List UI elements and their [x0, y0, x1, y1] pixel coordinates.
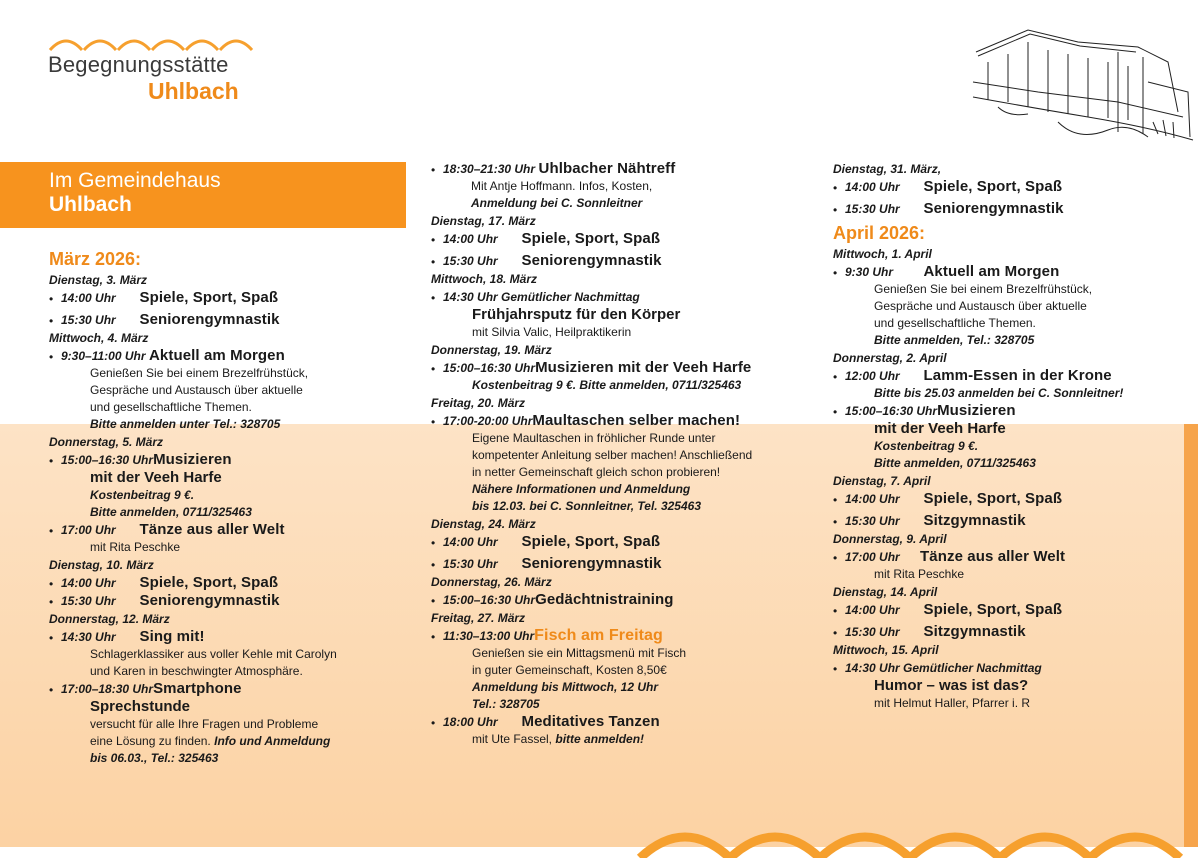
event-time: 14:30 Uhr — [61, 630, 116, 644]
event-detail: mit Silvia Valic, Heilpraktikerin — [472, 325, 632, 339]
event-detail: in guter Gemeinschaft, Kosten 8,50€ — [472, 663, 667, 677]
event-title: Spiele, Sport, Spaß — [139, 574, 279, 591]
day-heading: Donnerstag, 9. April — [833, 532, 947, 546]
event-registration: Nähere Informationen und Anmeldung — [472, 482, 691, 496]
event-detail-text: mit Ute Fassel, — [472, 732, 553, 746]
event-title: Sitzgymnastik — [923, 512, 1026, 529]
event-title: Maultaschen selber machen! — [532, 412, 741, 429]
logo-line2: Uhlbach — [148, 78, 239, 104]
event-item — [49, 592, 399, 610]
event-item — [833, 490, 1173, 508]
event-time: 15:00–16:30 Uhr — [443, 361, 536, 375]
event-detail — [443, 731, 801, 748]
day-heading: Mittwoch, 18. März — [431, 272, 538, 286]
day-heading: Dienstag, 17. März — [431, 214, 536, 228]
event-item — [431, 230, 801, 248]
event-item — [431, 555, 801, 573]
event-time: 15:00–16:30 Uhr — [845, 404, 938, 418]
event-title: Spiele, Sport, Spaß — [923, 490, 1063, 507]
event-time: 15:00–16:30 Uhr — [61, 453, 154, 467]
day-heading: Dienstag, 24. März — [431, 517, 536, 531]
month-heading: April 2026: — [833, 223, 926, 243]
event-time: 14:00 Uhr — [443, 535, 498, 549]
day-heading: Donnerstag, 26. März — [431, 575, 552, 589]
event-time: 14:30 Uhr Gemütlicher Nachmittag — [845, 661, 1042, 675]
event-registration: Anmeldung bis Mittwoch, 12 Uhr — [472, 680, 659, 694]
event-title: Spiele, Sport, Spaß — [923, 178, 1063, 195]
event-registration: Bitte anmelden, 0711/325463 — [90, 505, 252, 519]
event-item — [49, 451, 399, 521]
event-time: 15:30 Uhr — [61, 313, 116, 327]
event-title: Aktuell am Morgen — [148, 347, 285, 364]
event-item — [431, 627, 801, 713]
day-heading: Freitag, 27. März — [431, 611, 526, 625]
event-title: Spiele, Sport, Spaß — [923, 601, 1063, 618]
event-time: 18:30–21:30 Uhr — [443, 162, 536, 176]
event-registration: Bitte bis 25.03 anmelden bei C. Sonnleitner! — [874, 386, 1124, 400]
event-item — [431, 591, 801, 609]
event-title: Spiele, Sport, Spaß — [139, 289, 279, 306]
event-time: 17:00 Uhr — [61, 523, 116, 537]
event-time: 17:00-20:00 Uhr — [443, 414, 533, 428]
event-registration: Info und Anmeldung — [214, 734, 331, 748]
event-title: Musizieren mit der Veeh Harfe — [535, 359, 752, 376]
event-time: 14:00 Uhr — [845, 180, 900, 194]
event-registration: Tel.: 328705 — [472, 697, 540, 711]
event-time: 15:30 Uhr — [845, 514, 900, 528]
day-heading: Dienstag, 7. April — [833, 474, 931, 488]
event-time: 15:30 Uhr — [845, 625, 900, 639]
event-time: 12:00 Uhr — [845, 369, 900, 383]
event-title: Humor – was ist das? — [874, 677, 1029, 694]
event-item — [49, 574, 399, 592]
building-sketch-icon — [968, 22, 1198, 147]
event-detail: Eigene Maultaschen in fröhlicher Runde unter — [472, 431, 716, 445]
event-title: Meditatives Tanzen — [521, 713, 660, 730]
column-3 — [833, 160, 1173, 712]
day-heading: Mittwoch, 15. April — [833, 643, 939, 657]
day-heading: Dienstag, 3. März — [49, 273, 148, 287]
event-detail-text: eine Lösung zu finden. — [90, 734, 211, 748]
event-registration: Bitte anmelden, 0711/325463 — [874, 456, 1036, 470]
event-item — [833, 200, 1173, 218]
event-item — [49, 521, 399, 556]
event-time: 15:30 Uhr — [845, 202, 900, 216]
event-item — [833, 659, 1173, 712]
event-title: Smartphone — [153, 680, 242, 697]
event-title: Gedächtnistraining — [535, 591, 674, 608]
event-detail: Mit Antje Hoffmann. Infos, Kosten, — [471, 179, 653, 193]
event-detail: Genießen Sie bei einem Brezelfrühstück, — [90, 366, 309, 380]
event-title: Sitzgymnastik — [923, 623, 1026, 640]
event-title-line2: mit der Veeh Harfe — [874, 420, 1006, 437]
column-1 — [49, 247, 399, 767]
event-time: 14:30 Uhr Gemütlicher Nachmittag — [443, 290, 640, 304]
event-item — [431, 533, 801, 551]
event-item — [833, 623, 1173, 641]
day-heading: Mittwoch, 4. März — [49, 331, 149, 345]
event-detail: Genießen Sie bei einem Brezelfrühstück, — [874, 282, 1093, 296]
event-time: 9:30 Uhr — [845, 265, 894, 279]
event-time: 11:30–13:00 Uhr — [443, 629, 535, 643]
event-title: Lamm-Essen in der Krone — [923, 367, 1112, 384]
event-title: Spiele, Sport, Spaß — [521, 533, 661, 550]
event-detail: Kostenbeitrag 9 €. — [90, 488, 195, 502]
event-item — [833, 178, 1173, 196]
event-title: Spiele, Sport, Spaß — [521, 230, 661, 247]
event-detail: versucht für alle Ihre Fragen und Probleme — [90, 717, 319, 731]
event-detail: Kostenbeitrag 9 €. — [874, 439, 979, 453]
logo-arches-icon — [48, 32, 254, 52]
day-heading: Dienstag, 14. April — [833, 585, 938, 599]
event-title: Aktuell am Morgen — [923, 263, 1060, 280]
event-title: Frühjahrsputz für den Körper — [472, 306, 681, 323]
day-heading: Donnerstag, 12. März — [49, 612, 170, 626]
event-item — [833, 601, 1173, 619]
day-heading: Mittwoch, 1. April — [833, 247, 932, 261]
event-registration: bitte anmelden! — [555, 732, 645, 746]
event-title: Seniorengymnastik — [923, 200, 1064, 217]
right-edge-strip — [1184, 424, 1198, 847]
event-registration: bis 06.03., Tel.: 325463 — [90, 751, 219, 765]
event-item — [431, 252, 801, 270]
event-item — [431, 160, 801, 212]
event-detail: in netter Gemeinschaft gleich schon probieren! — [472, 465, 721, 479]
month-heading: März 2026: — [49, 249, 142, 269]
event-time: 15:30 Uhr — [61, 594, 116, 608]
event-detail: kompetenter Anleitung selber machen! Anschließend — [472, 448, 753, 462]
column-2 — [431, 160, 801, 748]
event-registration: Kostenbeitrag 9 €. Bitte anmelden, 0711/325463 — [472, 378, 742, 392]
event-item — [431, 359, 801, 394]
event-item — [49, 311, 399, 329]
event-registration: Anmeldung bei C. Sonnleitner — [471, 196, 643, 210]
day-heading: Donnerstag, 2. April — [833, 351, 947, 365]
day-heading: Donnerstag, 19. März — [431, 343, 552, 357]
section-header-line2: Uhlbach — [49, 193, 132, 216]
day-heading: Dienstag, 31. März, — [833, 162, 942, 176]
event-title: Seniorengymnastik — [139, 311, 280, 328]
arches-decoration — [630, 818, 1198, 858]
event-detail — [61, 733, 399, 750]
event-title: Seniorengymnastik — [139, 592, 280, 609]
event-title-line2: mit der Veeh Harfe — [90, 469, 222, 486]
event-title: Sing mit! — [139, 628, 205, 645]
logo-line1: Begegnungsstätte — [48, 52, 229, 77]
event-title: Musizieren — [937, 402, 1016, 419]
event-title: Seniorengymnastik — [521, 555, 662, 572]
event-time: 14:00 Uhr — [61, 576, 116, 590]
event-detail: und Karen in beschwingter Atmosphäre. — [90, 664, 303, 678]
event-item — [833, 512, 1173, 530]
event-registration: Bitte anmelden, Tel.: 328705 — [874, 333, 1035, 347]
event-item — [49, 289, 399, 307]
event-item — [49, 347, 399, 433]
event-time: 18:00 Uhr — [443, 715, 498, 729]
event-detail: und gesellschaftliche Themen. — [90, 400, 252, 414]
event-title: Seniorengymnastik — [521, 252, 662, 269]
event-detail: mit Rita Peschke — [874, 567, 965, 581]
day-heading: Donnerstag, 5. März — [49, 435, 164, 449]
event-time: 17:00–18:30 Uhr — [61, 682, 154, 696]
event-time: 9:30–11:00 Uhr — [61, 349, 146, 363]
event-time: 14:00 Uhr — [443, 232, 498, 246]
event-title: Tänze aus aller Welt — [139, 521, 285, 538]
event-item — [833, 367, 1173, 402]
event-time: 15:30 Uhr — [443, 254, 498, 268]
logo — [48, 32, 258, 112]
event-registration: Bitte anmelden unter Tel.: 328705 — [90, 417, 281, 431]
event-title: Fisch am Freitag — [534, 627, 663, 644]
section-header — [0, 162, 406, 228]
event-detail: Gespräche und Austausch über aktuelle — [90, 383, 303, 397]
event-time: 14:00 Uhr — [845, 492, 900, 506]
event-item — [49, 680, 399, 767]
event-item — [833, 402, 1173, 472]
event-detail: mit Rita Peschke — [90, 540, 181, 554]
event-detail: mit Helmut Haller, Pfarrer i. R — [874, 696, 1031, 710]
event-item — [431, 412, 801, 515]
event-title-line2: Sprechstunde — [90, 698, 191, 715]
event-time: 14:00 Uhr — [845, 603, 900, 617]
event-time: 15:00–16:30 Uhr — [443, 593, 536, 607]
event-item — [833, 263, 1173, 349]
event-time: 15:30 Uhr — [443, 557, 498, 571]
day-heading: Freitag, 20. März — [431, 396, 526, 410]
event-item — [431, 713, 801, 748]
event-detail: und gesellschaftliche Themen. — [874, 316, 1036, 330]
event-title: Musizieren — [153, 451, 232, 468]
day-heading: Dienstag, 10. März — [49, 558, 154, 572]
event-title: Tänze aus aller Welt — [920, 548, 1066, 565]
event-time: 14:00 Uhr — [61, 291, 116, 305]
event-time: 17:00 Uhr — [845, 550, 900, 564]
event-item — [431, 288, 801, 341]
event-detail: Genießen sie ein Mittagsmenü mit Fisch — [472, 646, 687, 660]
event-detail: Gespräche und Austausch über aktuelle — [874, 299, 1087, 313]
event-item — [49, 628, 399, 680]
section-header-line1: Im Gemeindehaus — [49, 169, 221, 192]
event-title: Uhlbacher Nähtreff — [538, 160, 676, 177]
event-registration: bis 12.03. bei C. Sonnleitner, Tel. 325463 — [472, 499, 701, 513]
event-item — [833, 548, 1173, 583]
event-detail: Schlagerklassiker aus voller Kehle mit Carolyn — [90, 647, 337, 661]
